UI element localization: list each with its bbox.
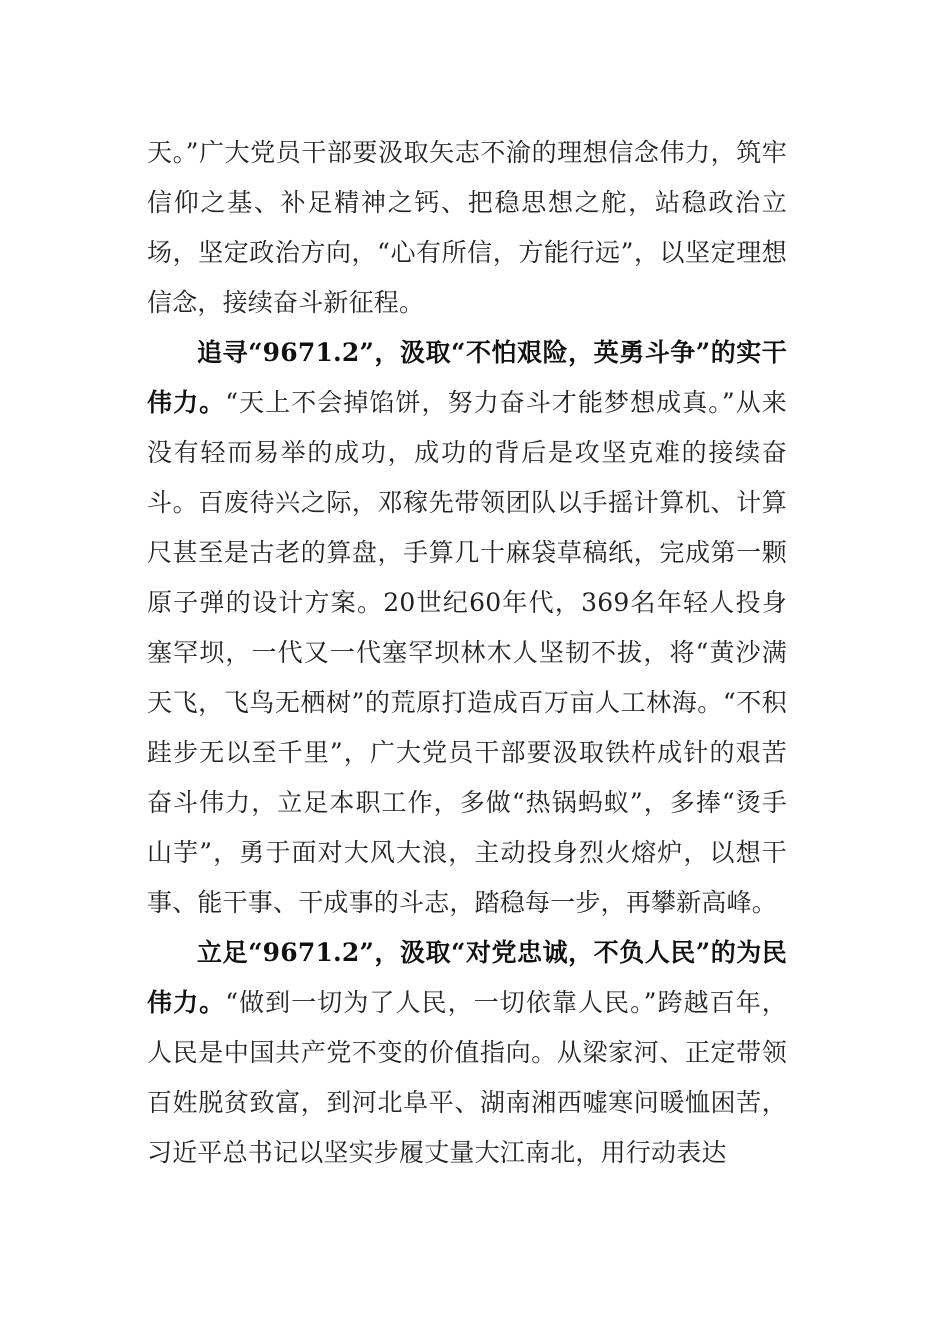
paragraph-heading: 立足“9671.2”，汲取“对党忠诚，不负人民”的为民伟力。 <box>147 938 787 1017</box>
document-body <box>147 128 787 1178</box>
paragraph-struggle <box>147 328 787 928</box>
paragraph-people <box>147 928 787 1178</box>
paragraph-text: 天。”广大党员干部要汲取矢志不渝的理想信念伟力，筑牢信仰之基、补足精神之钙、把稳思想之舵，站稳政治立场，坚定政治方向，“心有所信，方能行远”，以坚定理想信念，接续奋斗新征程。 <box>147 138 787 317</box>
paragraph-text: “做到一切为了人民，一切依靠人民。”跨越百年，人民是中国共产党不变的价值指向。从梁家河、正定带领百姓脱贫致富，到河北阜平、湖南湘西嘘寒问暖恤困苦，习近平总书记以坚实步履丈量大江南北，用行动表达 <box>147 988 787 1167</box>
paragraph-heading: 追寻“9671.2”，汲取“不怕艰险，英勇斗争”的实干伟力。 <box>147 338 787 417</box>
paragraph-text: “天上不会掉馅饼，努力奋斗才能梦想成真。”从来没有轻而易举的成功，成功的背后是攻坚克难的接续奋斗。百废待兴之际，邓稼先带领团队以手摇计算机、计算尺甚至是古老的算盘，手算几十麻袋草稿纸，完成第一颗原子弹的设计方案。20世纪60年代，369名年轻人投身塞罕坝，一代又一代塞罕坝林木人坚韧不拔，将“黄沙满天飞，飞鸟无栖树”的荒原打造成百万亩人工林海。“不积跬步无以至千里”，广大党员干部要汲取铁杵成针的艰苦奋斗伟力，立足本职工作，多做“热锅蚂蚁”，多捧“烫手山芋”，勇于面对大风大浪，主动投身烈火熔炉，以想干事、能干事、干成事的斗志，踏稳每一步，再攀新高峰。 <box>147 388 787 917</box>
paragraph-continuation <box>147 128 787 328</box>
